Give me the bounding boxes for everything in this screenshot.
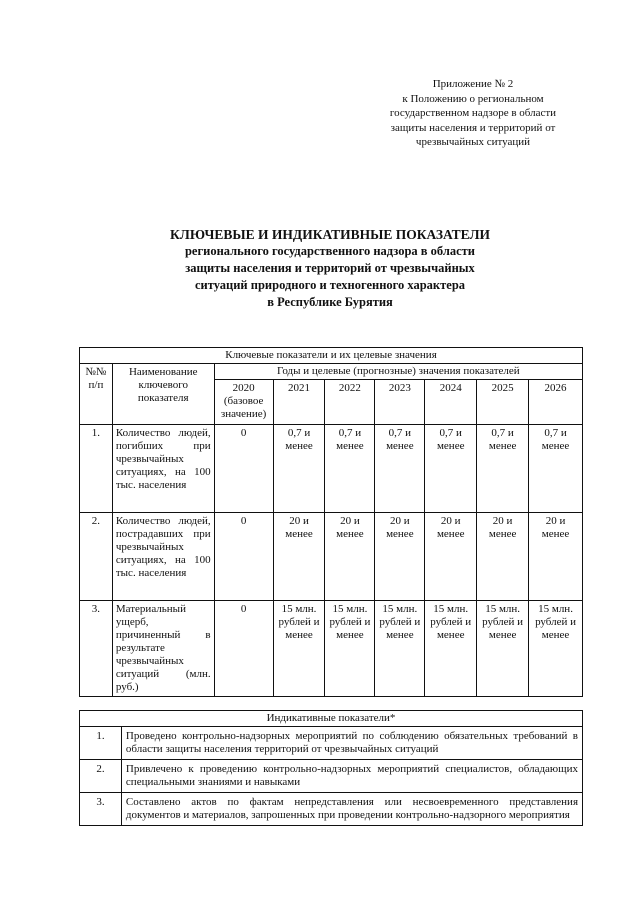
- row-text: Составлено актов по фактам непредставления или несвоевременного представления документов и материалов, запрошенных при проведении контрольно-надзорного мероприятия: [121, 793, 582, 826]
- row-text: Привлечено к проведению контрольно-надзорных мероприятий специалистов, обладающих специальными знаниями и навыками: [121, 760, 582, 793]
- title-line: КЛЮЧЕВЫЕ И ИНДИКАТИВНЫЕ ПОКАЗАТЕЛИ: [169, 227, 491, 242]
- row-value: 20 и менее: [375, 513, 425, 601]
- year-header: 2020 (базовое значение): [214, 380, 273, 425]
- appendix-line: государственном надзоре в области: [389, 107, 557, 119]
- row-value: 20 и менее: [477, 513, 529, 601]
- row-value: 15 млн. рублей и менее: [477, 601, 529, 697]
- appendix-line: защиты населения и территорий от: [390, 121, 556, 134]
- row-value: 15 млн. рублей и менее: [425, 601, 477, 697]
- year-header: 2021: [273, 380, 325, 425]
- row-num: 1.: [80, 727, 122, 760]
- row-text: Проведено контрольно-надзорных мероприятий по соблюдению обязательных требований в области защиты населения территорий от чрезвычайных ситуаций: [121, 727, 582, 760]
- row-value: 0,7 и менее: [273, 425, 325, 513]
- year-header: 2024: [425, 380, 477, 425]
- row-value: 0,7 и менее: [529, 425, 583, 513]
- row-num: 1.: [80, 425, 113, 513]
- row-value: 20 и менее: [273, 513, 325, 601]
- table-row: [80, 793, 583, 826]
- appendix-line: к Положению о региональном: [402, 92, 544, 105]
- row-num: 3.: [80, 601, 113, 697]
- table-row: [80, 727, 583, 760]
- row-value: 20 и менее: [425, 513, 477, 601]
- row-value: 0: [214, 513, 273, 601]
- row-value: 15 млн. рублей и менее: [375, 601, 425, 697]
- title-line: в Республике Бурятия: [267, 295, 393, 309]
- row-num: 2.: [80, 760, 122, 793]
- table-row: [80, 513, 583, 601]
- header-years: Годы и целевые (прогнозные) значения показателей: [214, 364, 582, 380]
- key-indicators-table: [79, 347, 583, 697]
- title-line: регионального государственного надзора в области: [184, 244, 476, 258]
- row-value: 20 и менее: [529, 513, 583, 601]
- year-header: 2026: [529, 380, 583, 425]
- row-value: 0,7 и менее: [425, 425, 477, 513]
- row-value: 0: [214, 601, 273, 697]
- row-name: Количество людей, погибших при чрезвычайных ситуациях, на 100 тыс. населения: [112, 425, 214, 513]
- appendix-line: чрезвычайных ситуаций: [415, 136, 531, 148]
- row-num: 3.: [80, 793, 122, 826]
- year-header: 2025: [477, 380, 529, 425]
- row-name: Количество людей, пострадавших при чрезвычайных ситуациях, на 100 тыс. населения: [112, 513, 214, 601]
- row-value: 20 и менее: [325, 513, 375, 601]
- indicative-indicators-table: [79, 710, 583, 826]
- table-row: [80, 601, 583, 697]
- row-value: 15 млн. рублей и менее: [325, 601, 375, 697]
- table-row: [80, 760, 583, 793]
- title-line: ситуаций природного и техногенного характера: [194, 278, 466, 292]
- key-table-caption: Ключевые показатели и их целевые значения: [80, 348, 583, 364]
- year-header: 2023: [375, 380, 425, 425]
- appendix-header: [358, 77, 588, 150]
- header-name: Наименование ключевого показателя: [112, 364, 214, 425]
- row-num: 2.: [80, 513, 113, 601]
- appendix-line: Приложение № 2: [432, 78, 514, 90]
- row-value: 0: [214, 425, 273, 513]
- row-value: 0,7 и менее: [325, 425, 375, 513]
- title-line: защиты населения и территорий от чрезвычайных: [185, 261, 475, 275]
- row-value: 15 млн. рублей и менее: [529, 601, 583, 697]
- row-value: 15 млн. рублей и менее: [273, 601, 325, 697]
- table-row: [80, 425, 583, 513]
- document-title: [120, 226, 540, 311]
- ind-table-caption: Индикативные показатели*: [80, 711, 583, 727]
- row-value: 0,7 и менее: [375, 425, 425, 513]
- header-num: №№ п/п: [80, 364, 113, 425]
- row-value: 0,7 и менее: [477, 425, 529, 513]
- year-header: 2022: [325, 380, 375, 425]
- row-name: Материальный ущерб, причиненный в результате чрезвычайных ситуаций (млн. руб.): [112, 601, 214, 697]
